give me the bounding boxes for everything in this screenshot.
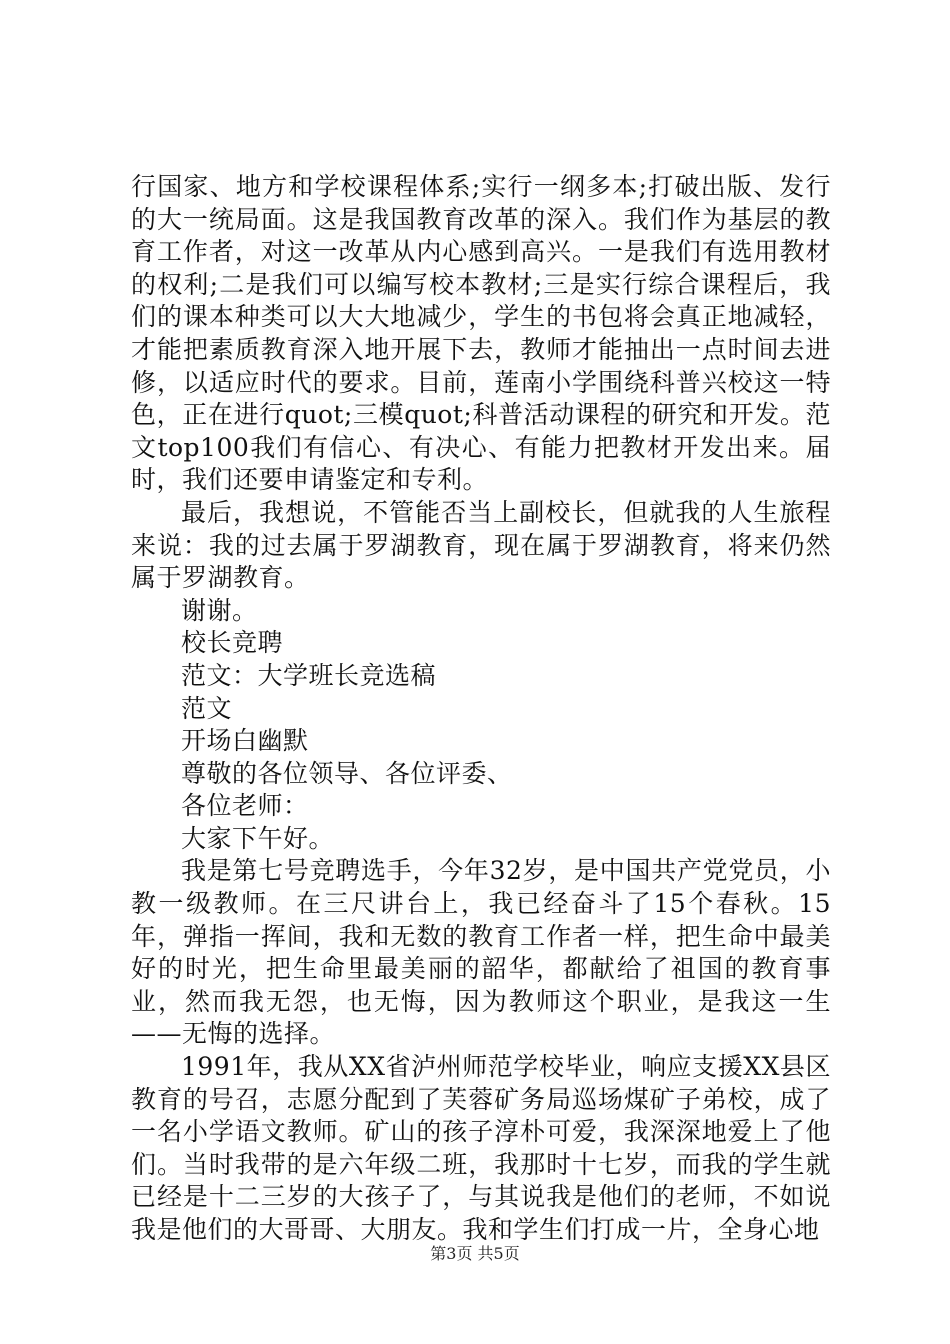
salutation-leaders: 尊敬的各位领导、各位评委、 <box>181 758 513 788</box>
page-footer <box>0 1244 950 1264</box>
section-label-opening: 开场白幽默 <box>181 726 309 756</box>
paragraph-continuation: 行国家、地方和学校课程体系;实行一纲多本;打破出版、发行的大一统局面。这是我国教育改革的深入。我们作为基层的教育工作者，对这一改革从内心感到高兴。一是我们有选用教材的权利;二是我们可以编写校本教材;三是实行综合课程后，我们的课本种类可以大大地减少，学生的书包将会真正地减轻，才能把素质教育深入地开展下去，教师才能抽出一点时间去进修，以适应时代的要求。目前，莲南小学围绕科普兴校这一特色，正在进行quot;三模quot;科普活动课程的研究和开发。范文top100我们有信心、有决心、有能力把教材开发出来。届时，我们还要申请鉴定和专利。 <box>131 172 831 495</box>
section-heading-sample: 范文：大学班长竞选稿 <box>181 660 437 690</box>
section-heading-principal: 校长竞聘 <box>181 628 284 658</box>
paragraph-thanks: 谢谢。 <box>181 595 258 625</box>
greeting: 大家下午好。 <box>181 823 335 853</box>
page-number: 第3页 共5页 <box>430 1244 520 1263</box>
paragraph-closing: 最后，我想说，不管能否当上副校长，但就我的人生旅程来说：我的过去属于罗湖教育，现在属于罗湖教育，将来仍然属于罗湖教育。 <box>131 497 831 593</box>
paragraph-history: 1991年，我从XX省泸州师范学校毕业，响应支援XX县区教育的号召，志愿分配到了芙蓉矿务局巡场煤矿子弟校，成了一名小学语文教师。矿山的孩子淳朴可爱，我深深地爱上了他们。当时我带的是六年级二班，我那时十七岁，而我的学生就已经是十二三岁的大孩子了，与其说我是他们的老师，不如说我是他们的大哥哥、大朋友。我和学生们打成一片，全身心地 <box>131 1052 831 1244</box>
document-body <box>131 171 831 1247</box>
section-label-sample: 范文 <box>181 693 233 723</box>
salutation-teachers: 各位老师： <box>181 791 309 821</box>
paragraph-introduction: 我是第七号竞聘选手，今年32岁，是中国共产党党员，小教一级教师。在三尺讲台上，我已经奋斗了15个春秋。15年，弹指一挥间，我和无数的教育工作者一样，把生命中最美好的时光，把生命里最美丽的韶华，都献给了祖国的教育事业，然而我无怨，也无悔，因为教师这个职业，是我这一生——无悔的选择。 <box>131 856 831 1049</box>
